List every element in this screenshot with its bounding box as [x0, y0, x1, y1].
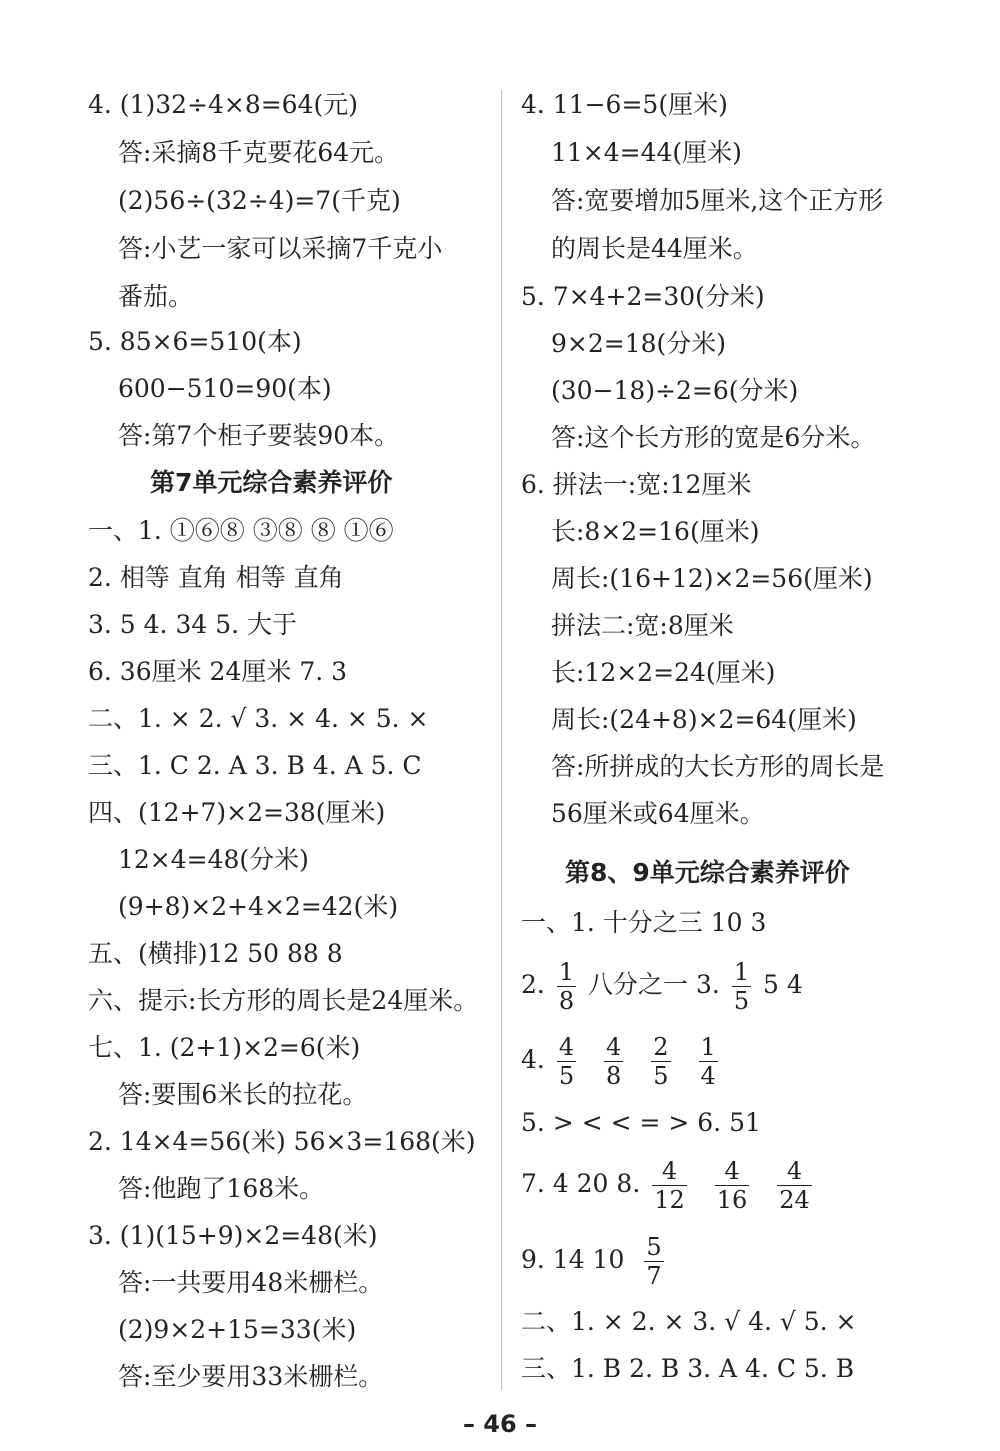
- answer-line: [521, 955, 803, 1015]
- answer-line: 11×4=44(厘米): [551, 138, 742, 167]
- denominator: 5: [558, 1062, 575, 1090]
- answer-line: 番茄。: [118, 282, 194, 311]
- answer-line: 六、提示:长方形的周长是24厘米。: [88, 986, 479, 1015]
- answer-line: 周长:(16+12)×2=56(厘米): [551, 564, 873, 593]
- numerator: 4: [777, 1159, 812, 1186]
- answer-line: 2. 相等 直角 相等 直角: [88, 563, 344, 592]
- answer-line: 5. > < < = > 6. 51: [521, 1108, 761, 1137]
- answer-line: 12×4=48(分米): [118, 845, 309, 874]
- answer-line: 五、(横排)12 50 88 8: [88, 939, 343, 968]
- answer-line: 答:所拼成的大长方形的周长是: [551, 752, 885, 781]
- answer-line: 周长:(24+8)×2=64(厘米): [551, 705, 857, 734]
- item-text: 5 4: [763, 970, 803, 999]
- numerator: 4: [606, 1033, 622, 1061]
- answer-line: [521, 1230, 668, 1290]
- answer-line: 4. 11−6=5(厘米): [521, 90, 728, 119]
- fraction: [557, 1035, 576, 1088]
- answer-line: 三、1. B 2. B 3. A 4. C 5. B: [521, 1354, 855, 1383]
- answer-line: 长:8×2=16(厘米): [551, 517, 760, 546]
- numerator: 1: [733, 958, 750, 986]
- section-heading: 第8、9单元综合素养评价: [565, 858, 850, 887]
- answer-line: 答:要围6米长的拉花。: [118, 1080, 368, 1109]
- answer-line: 答:至少要用33米栅栏。: [118, 1362, 384, 1391]
- fraction: [652, 1159, 687, 1212]
- answer-line: 9×2=18(分米): [551, 329, 727, 358]
- fraction: [651, 1035, 670, 1088]
- denominator: 7: [646, 1262, 662, 1290]
- fraction: [715, 1159, 750, 1212]
- item-text: 八分之一 3.: [588, 970, 720, 999]
- answer-line: 答:宽要增加5厘米,这个正方形: [551, 186, 884, 215]
- answer-line: 56厘米或64厘米。: [551, 799, 765, 828]
- page-number: – 46 –: [462, 1410, 538, 1438]
- answer-line: 的周长是44厘米。: [551, 234, 758, 263]
- fraction: [557, 960, 576, 1013]
- answer-line: 一、1. 十分之三 10 3: [521, 908, 767, 937]
- item-label: 2.: [521, 970, 545, 999]
- answer-line: 拼法二:宽:8厘米: [551, 611, 734, 640]
- answer-line: 四、(12+7)×2=38(厘米): [88, 798, 386, 827]
- numerator: 2: [653, 1033, 669, 1061]
- answer-line: 二、1. × 2. × 3. √ 4. √ 5. ×: [521, 1307, 857, 1336]
- denominator: 8: [558, 987, 575, 1015]
- numerator: 1: [700, 1033, 716, 1061]
- answer-line: 6. 拼法一:宽:12厘米: [521, 470, 752, 499]
- denominator: 5: [733, 987, 750, 1015]
- section-heading: 第7单元综合素养评价: [150, 468, 393, 497]
- answer-line: (2)9×2+15=33(米): [118, 1315, 357, 1344]
- answer-line: 二、1. × 2. √ 3. × 4. × 5. ×: [88, 704, 429, 733]
- denominator: 4: [700, 1062, 716, 1090]
- answer-line: 4. (1)32÷4×8=64(元): [88, 90, 358, 119]
- fraction: [732, 960, 751, 1013]
- denominator: 5: [653, 1062, 669, 1090]
- fraction: [699, 1035, 718, 1088]
- answer-line: 2. 14×4=56(米) 56×3=168(米): [88, 1127, 476, 1156]
- answer-line: 6. 36厘米 24厘米 7. 3: [88, 657, 348, 686]
- answer-line: 七、1. (2+1)×2=6(米): [88, 1033, 361, 1062]
- answer-line: 答:他跑了168米。: [118, 1174, 325, 1203]
- denominator: 24: [779, 1186, 810, 1214]
- denominator: 16: [716, 1186, 748, 1214]
- answer-line: 3. (1)(15+9)×2=48(米): [88, 1221, 378, 1250]
- numerator: 5: [646, 1233, 662, 1261]
- answer-line: 三、1. C 2. A 3. B 4. A 5. C: [88, 751, 422, 780]
- numerator: 4: [715, 1159, 750, 1186]
- answer-line: 答:这个长方形的宽是6分米。: [551, 423, 876, 452]
- answer-line: 答:小艺一家可以采摘7千克小: [118, 234, 443, 263]
- item-label: 9. 14 10: [521, 1245, 625, 1274]
- answer-line: [521, 1030, 722, 1090]
- column-divider: [501, 90, 502, 1390]
- answer-line: 5. 7×4+2=30(分米): [521, 282, 765, 311]
- answer-line: (30−18)÷2=6(分米): [551, 376, 799, 405]
- answer-line: 5. 85×6=510(本): [88, 327, 302, 356]
- answer-line: [521, 1154, 816, 1214]
- answer-line: 600−510=90(本): [118, 374, 332, 403]
- answer-line: 长:12×2=24(厘米): [551, 658, 776, 687]
- numerator: 1: [558, 958, 575, 986]
- item-label: 7. 4 20 8.: [521, 1169, 641, 1198]
- answer-line: 答:采摘8千克要花64元。: [118, 138, 400, 167]
- denominator: 12: [654, 1186, 685, 1214]
- answer-line: (2)56÷(32÷4)=7(千克): [118, 186, 401, 215]
- denominator: 8: [606, 1062, 622, 1090]
- numerator: 4: [558, 1033, 575, 1061]
- numerator: 4: [652, 1159, 687, 1186]
- answer-line: 一、1. ①⑥⑧ ③⑧ ⑧ ①⑥: [88, 516, 394, 545]
- fraction: [644, 1235, 663, 1288]
- answer-line: 答:第7个柜子要装90本。: [118, 421, 400, 450]
- fraction: [777, 1159, 812, 1212]
- answer-line: 3. 5 4. 34 5. 大于: [88, 610, 298, 639]
- item-label: 4.: [521, 1045, 545, 1074]
- answer-line: 答:一共要用48米栅栏。: [118, 1268, 384, 1297]
- fraction: [604, 1035, 623, 1088]
- answer-line: (9+8)×2+4×2=42(米): [118, 892, 399, 921]
